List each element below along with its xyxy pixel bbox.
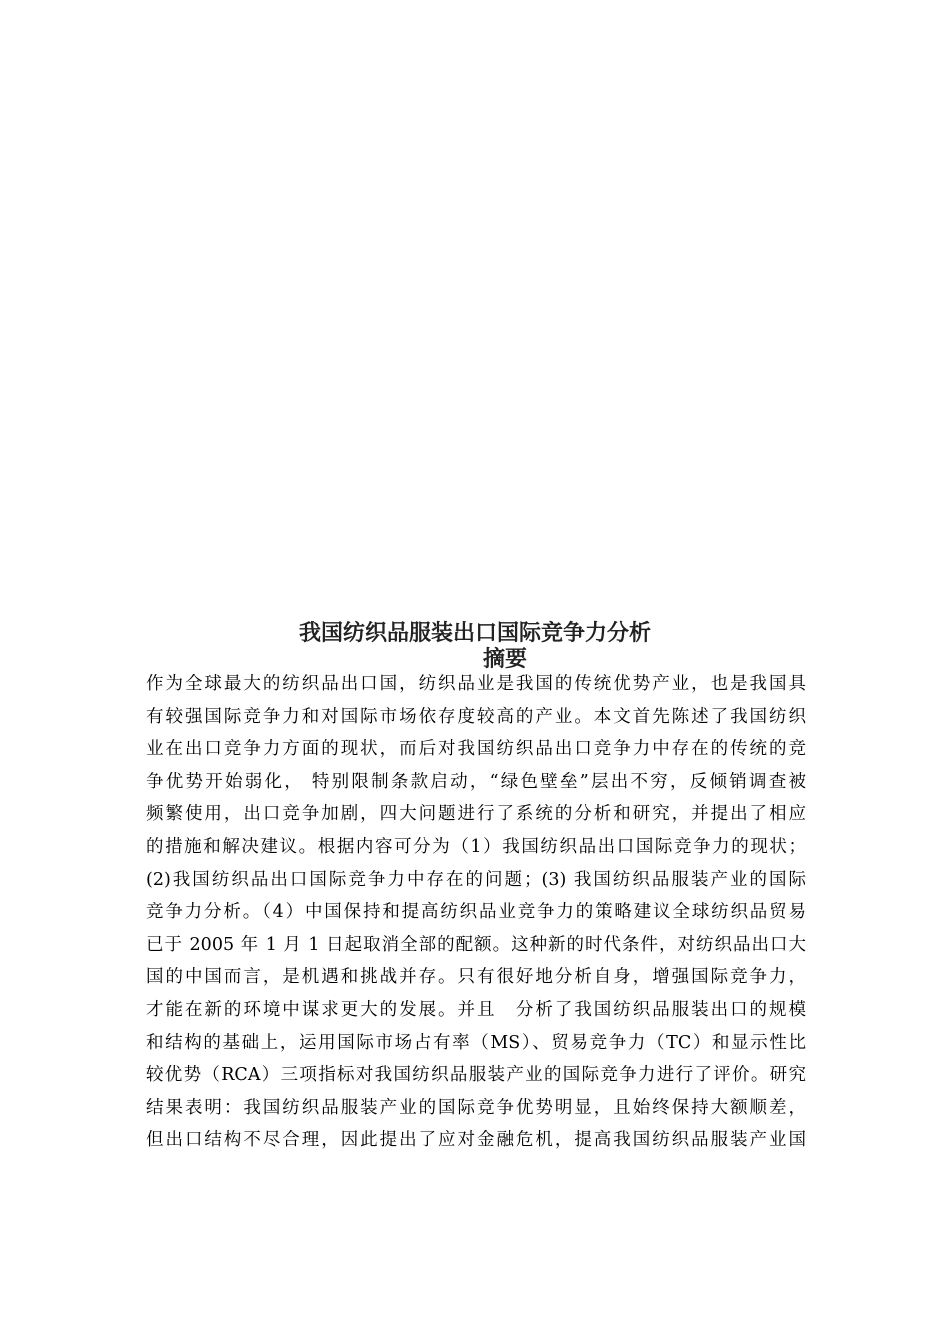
abstract-line: 国的中国而言，是机遇和挑战并存。只有很好地分析自身，增强国际竞争力，: [146, 967, 806, 988]
abstract-line: 作为全球最大的纺织品出口国，纺织品业是我国的传统优势产业，也是我国具: [146, 674, 806, 694]
abstract-line: 和结构的基础上，运用国际市场占有率（MS）、贸易竞争力（TC）和显示性比: [146, 1032, 806, 1053]
abstract-line: 的措施和解决建议。根据内容可分为（1）我国纺织品出口国际竞争力的现状；: [146, 836, 806, 857]
abstract-line: 较优势（RCA）三项指标对我国纺织品服装产业的国际竞争力进行了评价。研究: [146, 1065, 806, 1086]
abstract-line: 已于 2005 年 1 月 1 日起取消全部的配额。这种新的时代条件，对纺织品出口大: [146, 934, 806, 955]
abstract-line: 才能在新的环境中谋求更大的发展。并且 分析了我国纺织品服装出口的规模: [146, 999, 806, 1020]
abstract-line: 业在出口竞争力方面的现状，而后对我国纺织品出口竞争力中存在的传统的竞: [146, 739, 806, 760]
abstract-line: 有较强国际竞争力和对国际市场依存度较高的产业。本文首先陈述了我国纺织: [146, 706, 806, 727]
abstract-line: 但出口结构不尽合理，因此提出了应对金融危机，提高我国纺织品服装产业国: [146, 1130, 806, 1151]
abstract-heading: 摘要: [482, 647, 527, 672]
abstract-line: (2)我国纺织品出口国际竞争力中存在的问题；(3) 我国纺织品服装产业的国际: [146, 869, 806, 890]
document-title: 我国纺织品服装出口国际竞争力分析: [298, 621, 651, 646]
abstract-body: [146, 668, 806, 1157]
abstract-line: 争优势开始弱化， 特别限制条款启动，“绿色壁垒”层出不穷，反倾销调查被: [146, 771, 806, 792]
abstract-line: 竞争力分析。（4）中国保持和提高纺织品业竞争力的策略建议全球纺织品贸易: [146, 902, 806, 923]
abstract-line: 结果表明：我国纺织品服装产业的国际竞争优势明显，且始终保持大额顺差，: [146, 1097, 806, 1118]
abstract-line: 频繁使用，出口竞争加剧，四大问题进行了系统的分析和研究，并提出了相应: [146, 804, 806, 825]
